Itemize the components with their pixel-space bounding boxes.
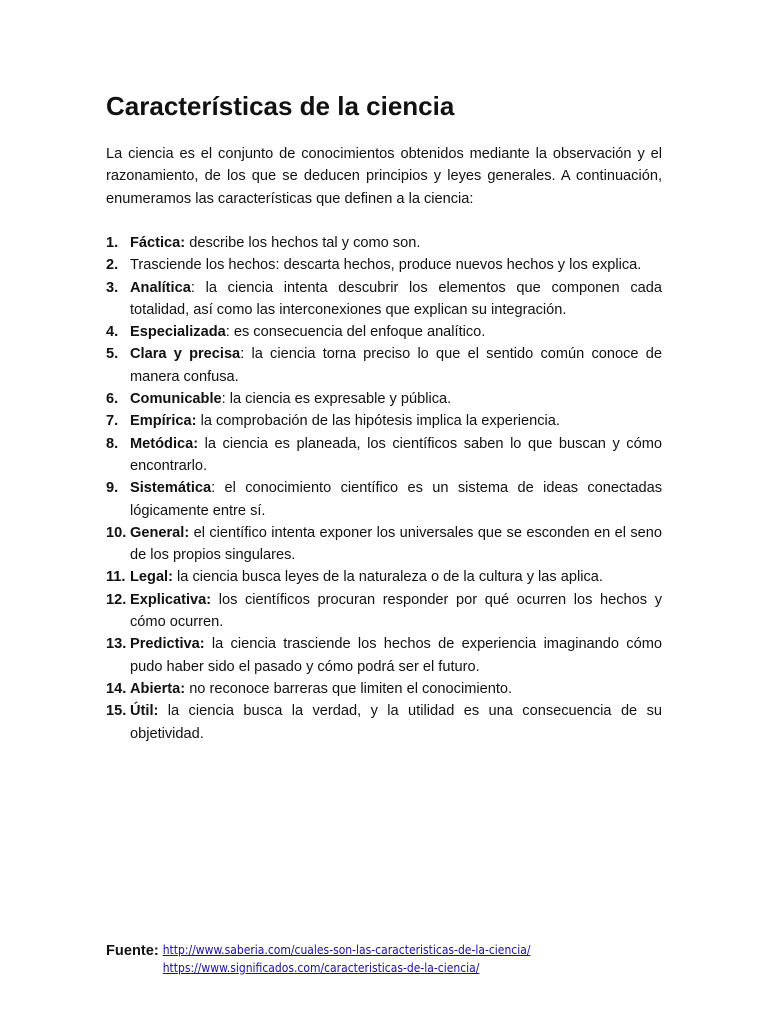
item-term: Comunicable [130,391,222,408]
item-number: 3. [106,279,119,296]
item-body [130,277,662,322]
item-body [130,633,662,678]
item-body [130,589,662,634]
item-term: Explicativa: [130,591,212,608]
item-term: Empírica: [130,413,197,430]
item-term: Útil: [130,703,159,720]
item-term: Analítica [130,279,191,296]
source-links [163,941,531,977]
page-title: Características de la ciencia [106,91,455,121]
item-term: General: [130,524,190,541]
source-link-significados[interactable]: https://www.significados.com/caracteristicas-de-la-ciencia/ [162,961,480,975]
intro-paragraph: La ciencia es el conjunto de conocimientos obtenidos mediante la observación y el razonamiento, de los que se deducen principios y leyes generales. A continuación, enumeramos las características que definen a la ciencia: [106,146,662,207]
list-item [106,433,662,478]
list-item [106,321,662,343]
item-number: 14. [106,680,127,697]
item-term: Fáctica: [130,235,186,251]
item-text: : es consecuencia del enfoque analítico. [225,324,486,341]
item-text: la comprobación de las hipótesis implica la experiencia. [196,413,560,430]
list-item [106,410,662,432]
item-number: 10. [106,524,127,541]
item-text: la ciencia busca leyes de la naturaleza o de la cultura y las aplica. [172,569,603,586]
item-number: 7. [106,413,119,430]
item-body [130,522,662,567]
item-number: 15. [106,703,127,720]
item-text: : el conocimiento científico es un sistema de ideas conectadas lógicamente entre sí. [130,480,662,519]
item-term: Predictiva: [130,636,205,653]
item-number: 13. [106,636,127,653]
item-body [130,678,662,700]
source-label: Fuente: [106,943,159,959]
list-item [106,477,662,522]
list-item [106,388,662,410]
item-body [130,254,662,276]
item-term: Especializada [130,324,226,341]
list-item [106,633,662,678]
list-item [106,522,662,567]
item-term: Abierta: [130,680,186,697]
source-link-saberia[interactable]: http://www.saberia.com/cuales-son-las-caracteristicas-de-la-ciencia/ [162,943,531,957]
item-text: los científicos procuran responder por qué ocurren los hechos y cómo ocurren. [130,591,662,631]
item-number: 6. [106,391,119,408]
item-number: 12. [106,591,127,608]
list-item [106,700,662,745]
item-text: describe los hechos tal y como son. [185,235,421,251]
item-number: 1. [106,235,119,251]
list-item [106,589,662,634]
item-text: la ciencia busca la verdad, y la utilidad es una consecuencia de su objetividad. [130,703,662,742]
item-text: la ciencia es planeada, los científicos saben lo que buscan y cómo encontrarlo. [130,435,662,474]
item-text: : la ciencia torna preciso lo que el sentido común conoce de manera confusa. [130,346,662,385]
item-text: : la ciencia es expresable y pública. [221,391,452,408]
item-body [130,410,662,432]
item-body [130,566,662,588]
item-number: 5. [106,346,119,363]
item-text: el científico intenta exponer los universales que se esconden en el seno de los propios singulares. [130,524,662,564]
item-number: 2. [106,257,119,274]
list-item [106,566,662,588]
item-number: 11. [106,569,126,586]
item-term: Metódica: [130,435,199,452]
list-item [106,277,662,322]
item-body [130,388,662,410]
item-body [130,700,662,745]
list-item [106,232,662,254]
item-term: Clara y precisa [130,346,241,363]
list-item [106,343,662,388]
item-number: 9. [106,480,119,497]
item-term: Legal: [130,569,173,586]
item-text: no reconoce barreras que limiten el conocimiento. [185,680,513,697]
item-text: Trasciende los hechos: descarta hechos, produce nuevos hechos y los explica. [130,257,642,274]
item-text: la ciencia trasciende los hechos de experiencia imaginando cómo pudo haber sido el pasado y cómo podrá ser el futuro. [130,636,662,675]
item-body [130,321,662,343]
list-item [106,678,662,700]
item-body [130,232,662,254]
item-term: Sistemática [130,480,212,497]
item-number: 4. [106,324,119,341]
item-body [130,433,662,478]
item-body [130,477,662,522]
source-section [106,941,530,977]
list-item [106,254,662,276]
characteristics-list [106,232,662,745]
item-text: : la ciencia intenta descubrir los elementos que componen cada totalidad, así como las interconexiones que explican su integración. [130,279,662,318]
item-number: 8. [106,435,119,452]
item-body [130,343,662,388]
